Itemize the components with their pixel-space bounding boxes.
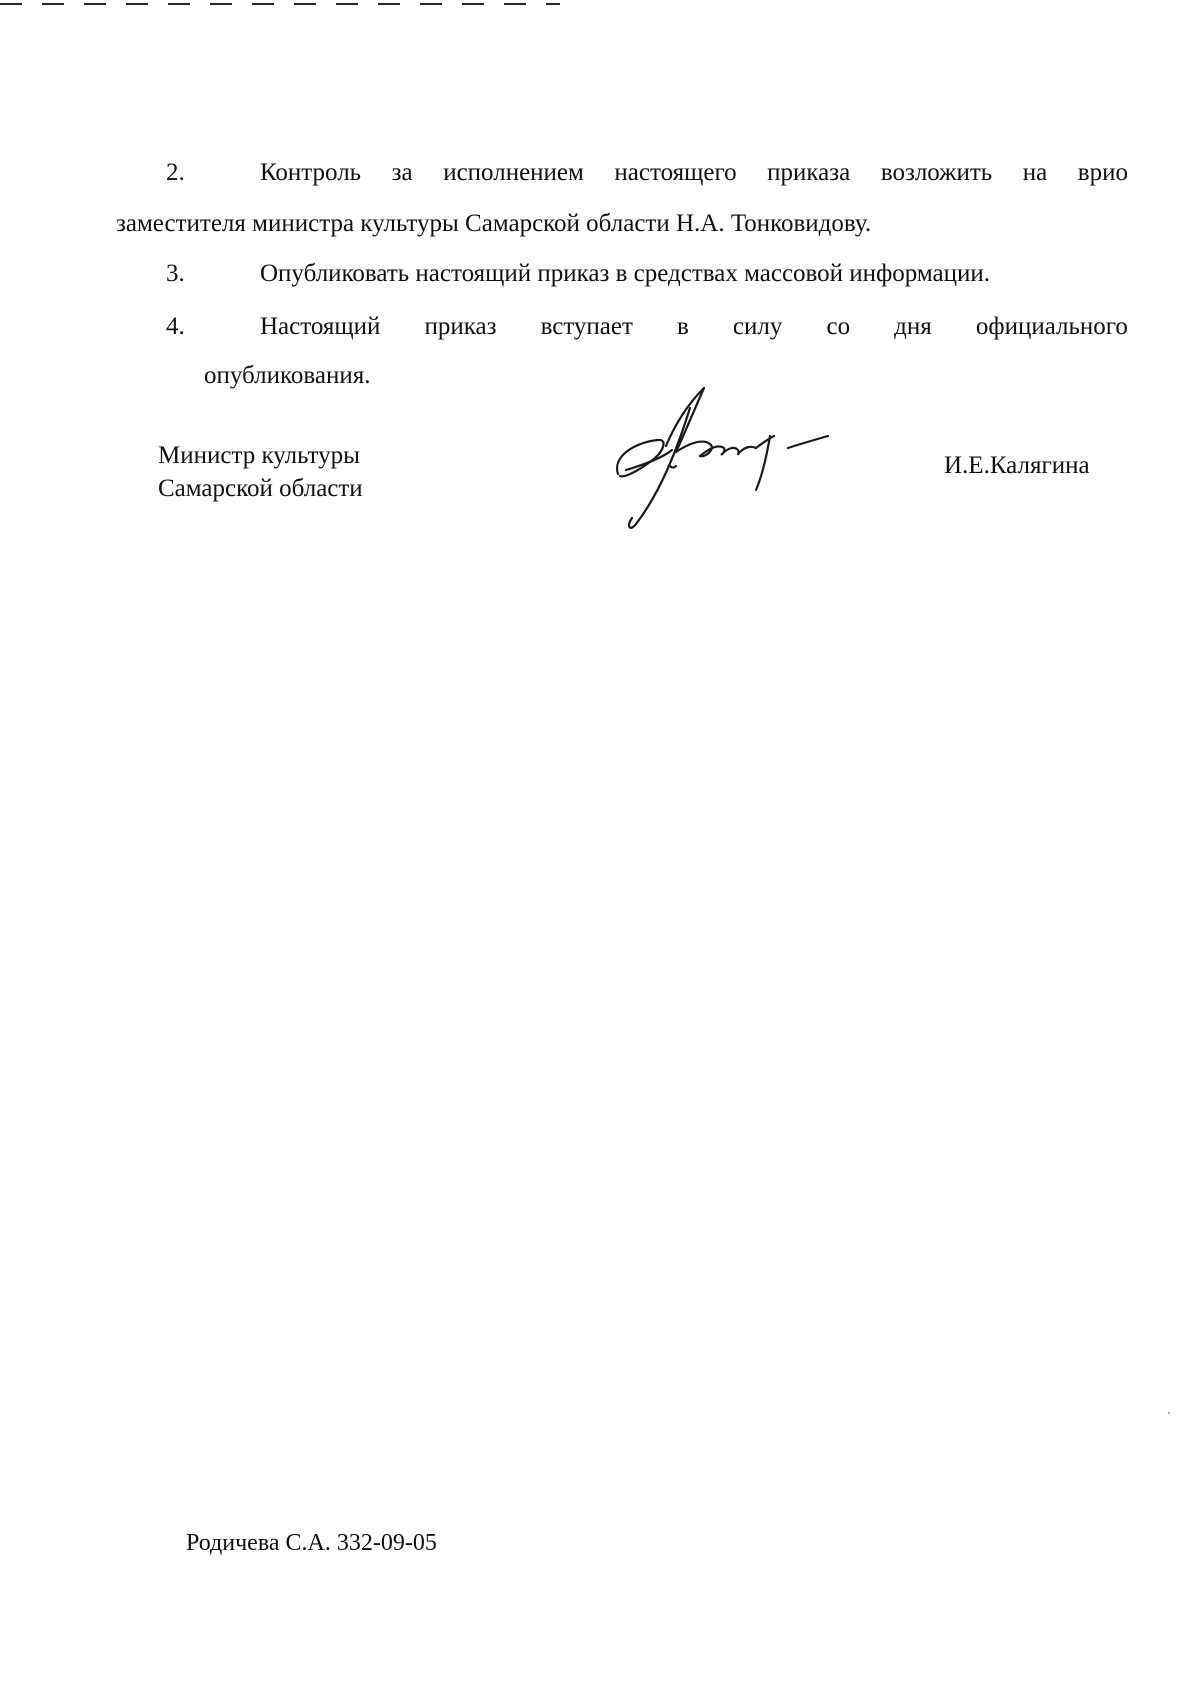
signatory-position-line1: Министр культуры [158, 442, 360, 469]
item-4-word: в [677, 313, 689, 340]
signatory-name: И.Е.Калягина [944, 452, 1090, 479]
item-2-word: Контроль [260, 159, 362, 186]
item-2-word: приказа [767, 159, 851, 186]
scan-speck [1168, 1412, 1170, 1414]
item-4-word: приказ [424, 313, 497, 340]
item-2-word: возложить [880, 159, 993, 186]
item-2-word: исполнением [443, 159, 584, 186]
item-2-number: 2. [166, 159, 185, 186]
item-2-continuation: заместителя министра культуры Самарской области Н.А. Тонковидову. [116, 210, 872, 237]
item-4-word: со [826, 313, 851, 340]
item-4-word: дня [894, 313, 932, 340]
item-4-first-line [260, 312, 1128, 342]
signatory-position [158, 439, 363, 505]
item-2-first-line [260, 158, 1128, 188]
item-2-word: за [391, 159, 413, 186]
handwritten-signature [606, 386, 846, 536]
signatory-position-line2: Самарской области [158, 475, 363, 502]
executor-contact: Родичева С.А. 332-09-05 [186, 1530, 437, 1556]
item-4-number: 4. [166, 313, 185, 340]
scan-edge-dashes [0, 0, 560, 6]
item-4-word: силу [732, 313, 783, 340]
item-3-text: Опубликовать настоящий приказ в средствах массовой информации. [260, 260, 991, 287]
item-3-number: 3. [166, 260, 185, 287]
item-2-word: врио [1077, 159, 1128, 186]
item-2-word: на [1022, 159, 1048, 186]
item-4-continuation: опубликования. [204, 362, 371, 389]
item-4-word: официального [975, 313, 1128, 340]
item-4-word: вступает [540, 313, 633, 340]
item-4-word: Настоящий [260, 313, 381, 340]
item-2-word: настоящего [614, 159, 737, 186]
